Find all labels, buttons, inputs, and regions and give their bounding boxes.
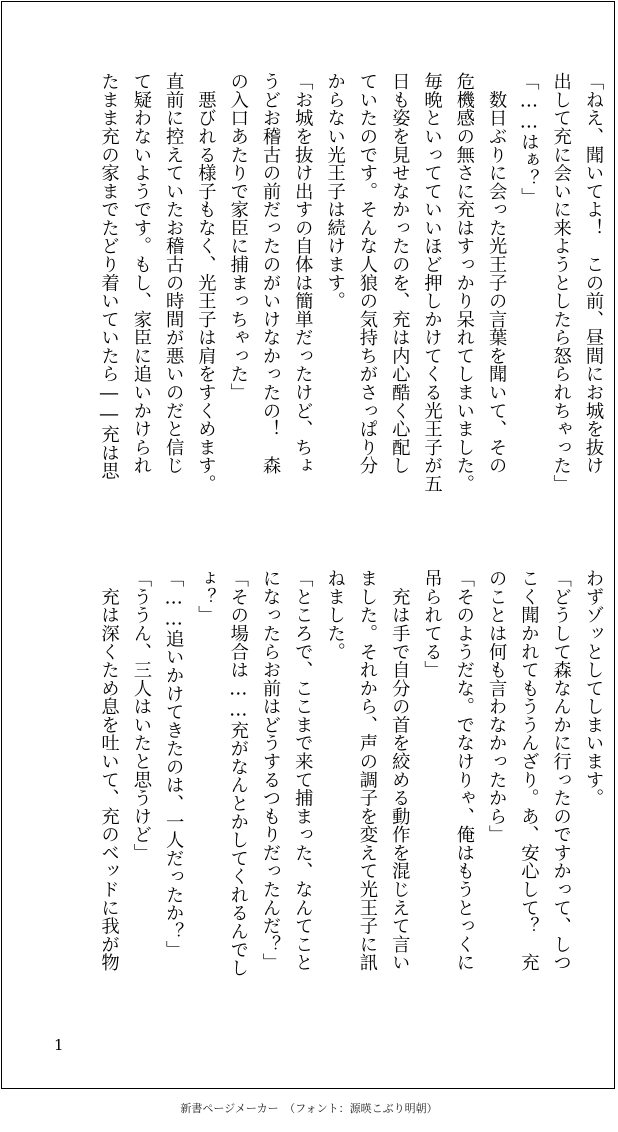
text-line: 「お城を抜け出すの自体は簡単だったけど、ちょ [292,72,314,475]
manuscript-page [1,1,615,1089]
text-line: うどお稽古の前だったのがいけなかったの！ 森 [260,72,282,475]
text-line: 毎晩といってていいほど押しかけてくる光王子が五 [421,72,443,493]
text-line: 充は手で自分の首を絞める動作を混じえて言い [389,569,411,972]
text-line: 「そのようだな。でなけりゃ、俺はもうとっくに [453,569,475,972]
text-block-top [54,72,609,522]
footer-credit: 新書ページメーカー （フォント：源暎こぶり明朝） [180,1102,438,1115]
text-line: ねました。 [324,569,346,661]
text-line: 「ねえ、聞いてよ！ この前、昼間にお城を抜け [583,72,604,475]
text-line: て疑わないようです。もし、家臣に追いかけられ [130,72,152,475]
text-line: 「ところで、ここまで来て捕まった、なんてこと [292,569,314,972]
text-line: 直前に控えていたお稽古の時間が悪いのだと信じ [163,72,185,475]
text-line: わずゾッとしてしまいます。 [583,569,604,807]
text-line: 数日ぶりに会った光王子の言葉を聞いて、その [486,72,508,475]
text-line: 「どうして森なんかに行ったのですかって、しつ [550,569,572,972]
text-line: からない光王子は続けます。 [324,72,346,310]
text-line: 危機感の無さに充はすっかり呆れてしまいました。 [453,72,475,493]
text-line: 日も姿を見せなかったのを、充は内心酷く心配し [389,72,411,475]
text-line: ました。それから、声の調子を変えて光王子に訊 [356,569,378,972]
text-line: になったらお前はどうするつもりだったんだ？」 [260,569,282,972]
text-line: の入口あたりで家臣に捕まっちゃった」 [227,72,249,402]
text-line: こく聞かれてもううんざり。あ、安心して？ 充 [518,569,540,972]
text-line: ょ？」 [195,569,217,624]
text-line: 「その場合は……充がなんとかしてくれるんでし [227,569,249,977]
text-line: 「ううん、三人はいたと思うけど」 [130,569,152,862]
text-line: 充は深くため息を吐いて、充のベッドに我が物 [98,569,120,972]
text-line: ていたのです。そんな人狼の気持ちがさっぱり分 [356,72,378,475]
text-line: 吊られてる」 [421,569,443,679]
text-line: 出して充に会いに来ようとしたら怒られちゃった」 [550,72,572,493]
text-line: のことは何も言わなかったから」 [486,569,508,844]
text-line: 悪びれる様子もなく、光王子は肩をすくめます。 [195,72,217,493]
page-number: 1 [54,1036,64,1054]
text-line: 「……追いかけてきたのは、一人だったか？」 [163,569,185,959]
text-block-bottom [54,569,609,999]
text-line: 「……はぁ？」 [518,72,540,206]
text-line: たまま充の家までたどり着いていたら――充は思 [98,72,120,480]
